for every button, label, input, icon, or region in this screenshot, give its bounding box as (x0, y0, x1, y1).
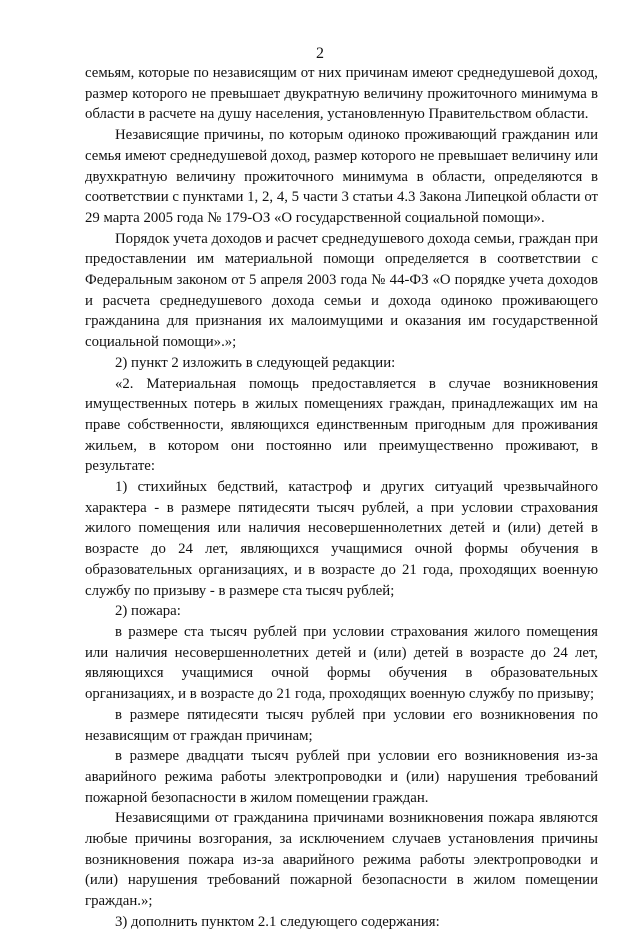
paragraph-income-calculation: Порядок учета доходов и расчет среднедушевого дохода семьи, граждан при предоставлении им материальной помощи определяется в соответствии с Федеральным законом от 5 апреля 2003 года № 44-ФЗ «О порядке учета доходов и расчета среднедушевого дохода семьи и дохода одиноко проживающего гражданина для признания их малоимущими и оказания им государственной социальной помощи».»; (85, 230, 598, 351)
paragraph-fire-causes: Независящими от гражданина причинами возникновения пожара являются любые причины возгорания, за исключением случаев установления причины возникновения пожара из-за аварийного режима работы электропроводки и (или) нарушения требований пожарной безопасности в жилом помещении граждан.»; (85, 810, 598, 910)
paragraph-item-3-intro: 3) дополнить пунктом 2.1 следующего содержания: (115, 913, 440, 930)
paragraph-fire-100k: в размере ста тысяч рублей при условии страхования жилого помещения или наличия несовершеннолетних детей и (или) детей в возрасте до 24 лет, являющихся учащимися очной формы обучения в образовательных организациях, и в возрасте до 21 года, проходящих военную службу по призыву; (85, 623, 598, 703)
paragraph-fire-20k: в размере двадцати тысяч рублей при условии его возникновения из-за аварийного режима работы электропроводки и (или) нарушения требований пожарной безопасности в жилом помещении граждан. (85, 748, 598, 806)
paragraph-natural-disasters: 1) стихийных бедствий, катастроф и других ситуаций чрезвычайного характера - в размере пятидесяти тысяч рублей, а при условии страхования жилого помещения или наличия несовершеннолетних детей и (или) детей в возрасте до 24 лет, являющихся учащимися очной формы обучения в образовательных организациях, и в возрасте до 21 года, проходящих военную службу по призыву - в размере ста тысяч рублей; (85, 479, 598, 599)
paragraph-clause-2: «2. Материальная помощь предоставляется в случае возникновения имущественных потерь в жилых помещениях граждан, принадлежащих им на праве собственности, являющихся единственным пригодным для проживания жильем, в котором они постоянно или преимущественно проживают, в результате: (85, 375, 598, 475)
paragraph-item-2-intro: 2) пункт 2 изложить в следующей редакции: (115, 354, 396, 371)
paragraph-fire-heading: 2) пожара: (115, 603, 181, 620)
page-number: 2 (316, 45, 324, 62)
paragraph-fire-50k: в размере пятидесяти тысяч рублей при условии его возникновения по независящим от граждан причинам; (85, 706, 598, 744)
paragraph-independent-reasons: Независящие причины, по которым одиноко проживающий гражданин или семья имеют среднедушевой доход, размер которого не превышает величину или двухкратную величину прожиточного минимума в области, определяются в соответствии с пунктами 1, 2, 4, 5 части 3 статьи 4.3 Закона Липецкой области от 29 марта 2005 года № 179-ОЗ «О государственной социальной помощи». (85, 127, 598, 226)
paragraph-continuation: семьям, которые по независящим от них причинам имеют среднедушевой доход, размер которого не превышает двукратную величину прожиточного минимума в области в расчете на душу населения, установленную Правительством области. (85, 65, 598, 123)
document-body (85, 63, 598, 933)
